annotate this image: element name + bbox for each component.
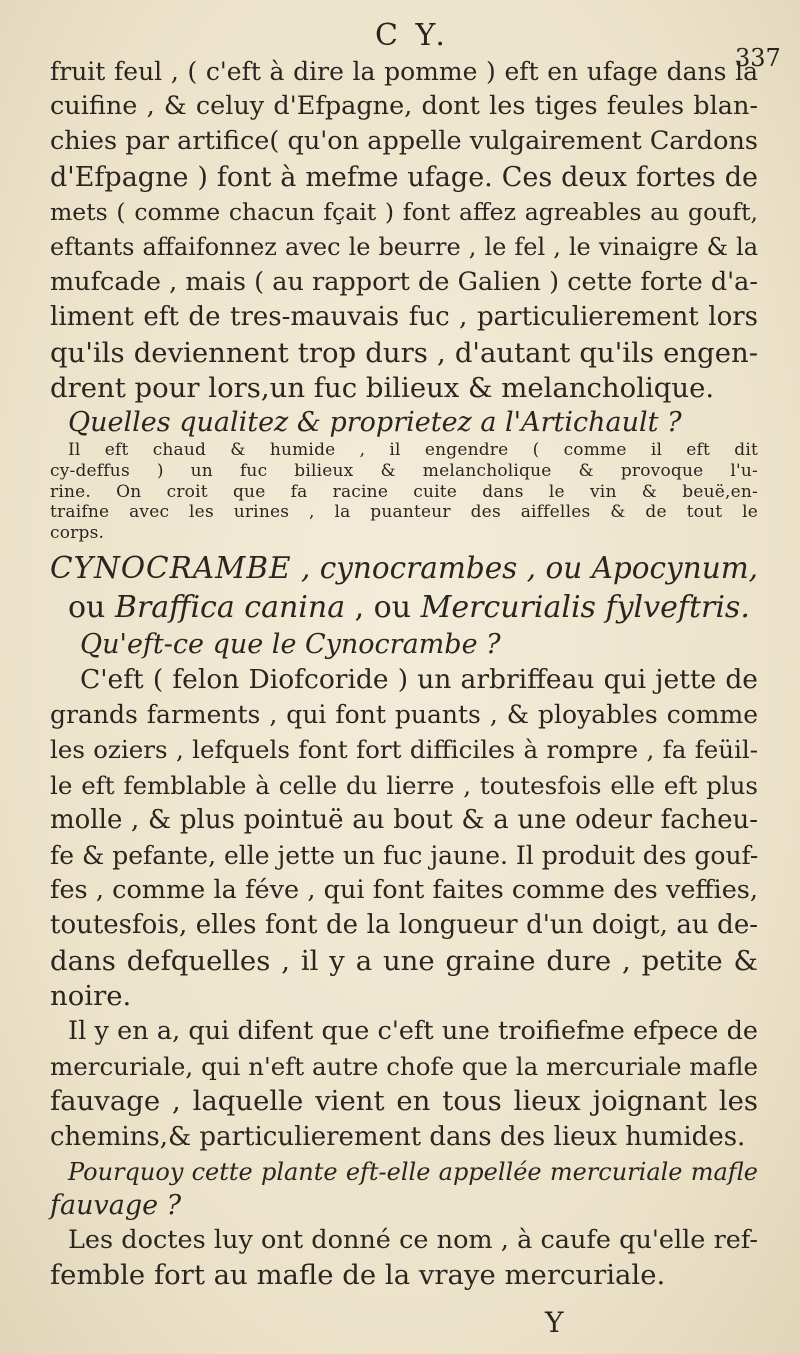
text-line: Les doctes luy ont donné ce nom , à caufe qu'elle ref- bbox=[68, 1224, 758, 1255]
text-line: C'eft ( felon Diofcoride ) un arbriffeau qui jette de bbox=[80, 664, 758, 696]
paragraph-mercuriale bbox=[50, 1014, 758, 1155]
heading-mercurialis: Mercurialis fylveftris. bbox=[420, 590, 750, 626]
answer-artichault bbox=[50, 440, 758, 544]
text-line: fes , comme la féve , qui font faites comme des veffies, bbox=[50, 875, 758, 906]
text-line: les oziers , lefquels font fort difficiles à rompre , fa feüil- bbox=[50, 735, 758, 765]
text-line: toutesfois, elles font de la longueur d'un doigt, au de- bbox=[50, 910, 758, 941]
heading-line-1 bbox=[50, 548, 758, 588]
heading-ou: , ou bbox=[345, 590, 421, 626]
text-line: drent pour lors,un fuc bilieux & melancholique. bbox=[50, 371, 715, 404]
text-line: le eft femblable à celle du lierre , toutesfois elle eft plus bbox=[50, 770, 758, 800]
text-line: noire. bbox=[50, 979, 132, 1012]
question-mercuriale bbox=[50, 1155, 758, 1223]
text-line: grands farments , qui font puants , & ployables comme bbox=[50, 700, 758, 730]
text-line: qu'ils deviennent trop durs , d'autant qu'ils engen- bbox=[50, 336, 758, 369]
text-line: Il y en a, qui difent que c'eft une troifiefme efpece de bbox=[68, 1016, 758, 1047]
text-line: cuifine , & celuy d'Efpagne, dont les tiges feules blan- bbox=[50, 91, 758, 122]
text-line: fauvage ? bbox=[50, 1189, 182, 1221]
text-line: eftants affaifonnez avec le beurre , le fel , le vinaigre & la bbox=[50, 233, 758, 262]
page-number: 337 bbox=[735, 44, 781, 72]
text-line: Il eft chaud & humide , il engendre ( comme il eft dit bbox=[68, 440, 758, 461]
text-line: dans defquelles , il y a une graine dure , petite & bbox=[50, 944, 758, 977]
text-line: liment eft de tres-mauvais fuc , particulierement lors bbox=[50, 302, 758, 333]
text-line: cy-deffus ) un fuc bilieux & melancholique & provoque l'u- bbox=[50, 460, 758, 481]
heading-line-2 bbox=[50, 588, 758, 628]
text-line: traifne avec les urines , la puanteur des aiffelles & de tout le bbox=[50, 502, 758, 523]
question-cynocrambe: Qu'eft-ce que le Cynocrambe ? bbox=[80, 629, 501, 661]
signature-mark: Y bbox=[545, 1306, 564, 1339]
text-line: mufcade , mais ( au rapport de Galien ) cette forte d'a- bbox=[50, 267, 758, 298]
text-line: d'Efpagne ) font à mefme ufage. Ces deux fortes de bbox=[50, 161, 758, 193]
heading-apocynum: Apocynum, bbox=[591, 551, 759, 586]
paragraph-dioscoride bbox=[50, 662, 758, 1014]
text-line: mercuriale, qui n'eft autre chofe que la mercuriale mafle bbox=[50, 1052, 758, 1082]
text-line: rine. On croit que fa racine cuite dans le vin & beuë,en- bbox=[50, 481, 758, 502]
running-title: C Y. bbox=[375, 18, 449, 53]
text-line: molle , & plus pointuë au bout & a une odeur facheu- bbox=[50, 804, 758, 835]
heading-title: CYNOCRAMBE bbox=[50, 551, 292, 586]
heading-ou: ou bbox=[68, 590, 115, 626]
text-line: Pourquoy cette plante eft-elle appellée mercuriale mafle bbox=[68, 1157, 758, 1186]
text-line: chemins,& particulierement dans des lieux humides. bbox=[50, 1121, 746, 1152]
section-heading-cynocrambe bbox=[50, 548, 758, 628]
page-text bbox=[50, 54, 758, 1293]
heading-brassica: Braffica canina bbox=[114, 590, 346, 626]
text-line: mets ( comme chacun fçait ) font affez agreables au gouft, bbox=[50, 197, 758, 226]
question-artichault: Quelles qualitez & proprietez a l'Artichault ? bbox=[68, 407, 682, 439]
heading-synonyms: , cynocrambes , ou bbox=[291, 551, 592, 586]
text-line: femble fort au mafle de la vraye mercuriale. bbox=[50, 1259, 666, 1292]
text-line: fe & pefante, elle jette un fuc jaune. Il produit des gouf- bbox=[50, 841, 759, 871]
text-line: chies par artifice( qu'on appelle vulgairement Cardons bbox=[50, 126, 758, 157]
paragraph-cardons bbox=[50, 54, 758, 406]
paragraph-doctes bbox=[50, 1223, 758, 1293]
text-line: fauvage , laquelle vient en tous lieux joignant les bbox=[50, 1085, 758, 1118]
text-line: corps. bbox=[50, 523, 105, 544]
text-line: fruit feul , ( c'eft à dire la pomme ) eft en ufage dans la bbox=[50, 57, 758, 86]
